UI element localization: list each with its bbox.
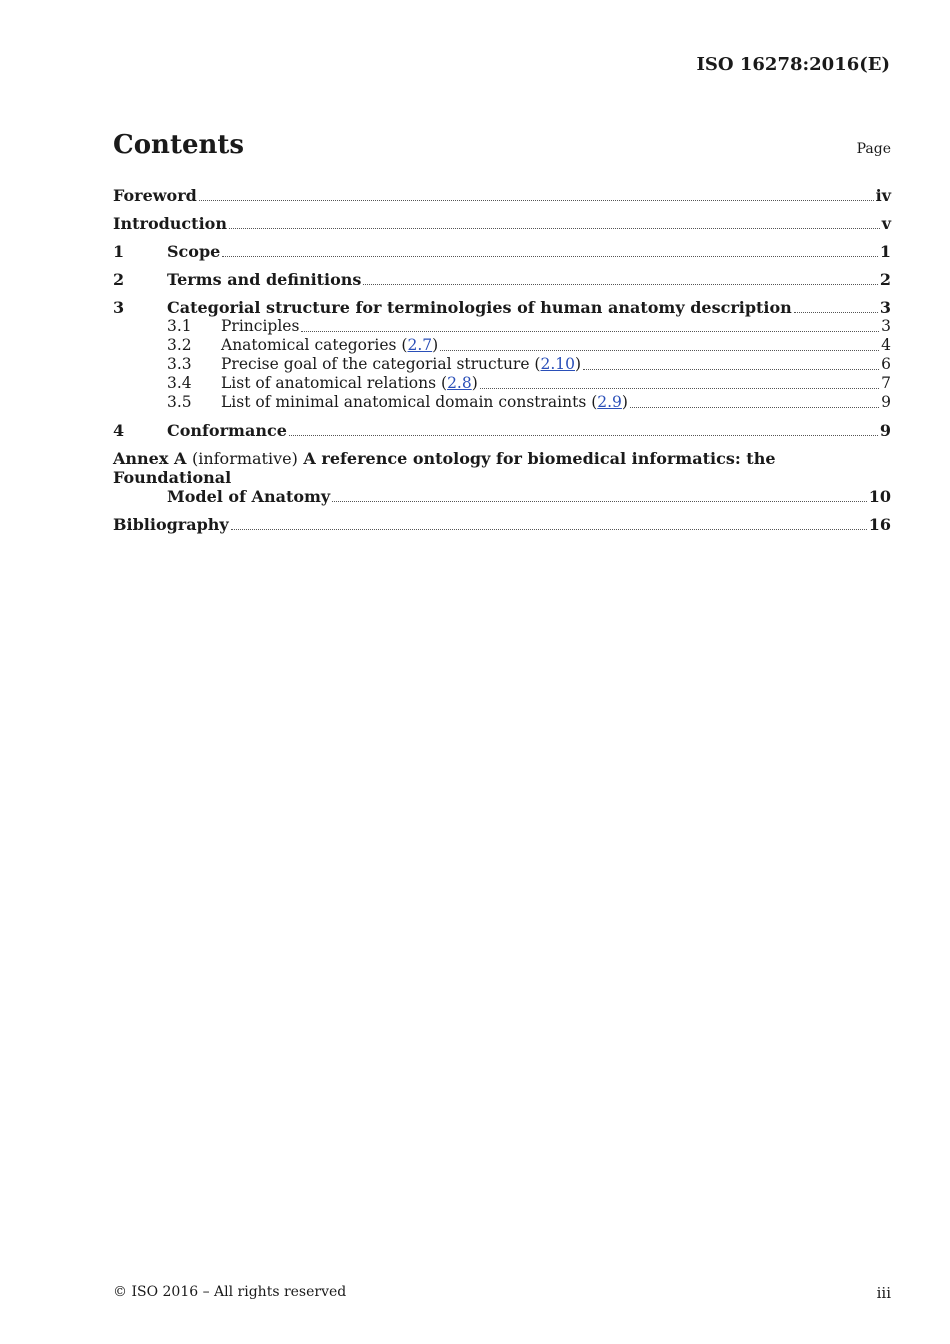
toc-title: Terms and definitions xyxy=(167,270,362,289)
toc-entry-domain-constraints[interactable] xyxy=(113,393,891,412)
document-id: ISO 16278:2016(E) xyxy=(696,54,890,75)
toc-entry-terms[interactable] xyxy=(113,270,891,289)
toc-page: v xyxy=(881,214,891,233)
toc-entry-precise-goal[interactable] xyxy=(113,355,891,374)
toc-page: 3 xyxy=(881,317,891,335)
toc-entry-categorial-structure[interactable] xyxy=(113,298,891,317)
toc-title: Categorial structure for terminologies of human anatomy description xyxy=(167,298,792,317)
toc-title: Principles xyxy=(221,317,300,335)
toc-title: List of minimal anatomical domain constraints (2.9) xyxy=(221,393,628,411)
toc-page: 4 xyxy=(881,336,891,354)
toc-entry-anatomical-relations[interactable] xyxy=(113,374,891,393)
toc-page: 10 xyxy=(868,487,891,506)
annex-title-line1: A reference ontology for biomedical informatics: the Foundational xyxy=(113,449,776,487)
cross-reference-link[interactable]: 2.10 xyxy=(540,355,575,373)
toc-title: Precise goal of the categorial structure (2.10) xyxy=(221,355,582,373)
dot-leader xyxy=(630,407,879,408)
dot-leader xyxy=(229,228,880,229)
dot-leader xyxy=(480,388,879,389)
toc-entry-annex-a[interactable] xyxy=(113,449,891,506)
dot-leader xyxy=(583,369,879,370)
dot-leader xyxy=(794,312,878,313)
toc-page: 7 xyxy=(881,374,891,392)
dot-leader xyxy=(332,501,867,502)
toc-entry-foreword[interactable] xyxy=(113,186,891,205)
cross-reference-link[interactable]: 2.9 xyxy=(597,393,622,411)
annex-kind: (informative) xyxy=(191,449,298,468)
dot-leader xyxy=(289,435,878,436)
toc-title: Foreword xyxy=(113,186,197,205)
dot-leader xyxy=(199,200,874,201)
toc-page: 16 xyxy=(868,515,891,534)
dot-leader xyxy=(363,284,877,285)
toc-number: 3.3 xyxy=(167,355,192,373)
toc-title: Introduction xyxy=(113,214,227,233)
toc-page: 2 xyxy=(879,270,891,289)
dot-leader xyxy=(301,331,879,332)
toc-title: Bibliography xyxy=(113,515,229,534)
toc-number: 3.4 xyxy=(167,374,192,392)
annex-label: Annex A xyxy=(113,449,187,468)
toc-entry-scope[interactable] xyxy=(113,242,891,261)
contents-title: Contents xyxy=(113,130,245,160)
toc-number: 2 xyxy=(113,270,125,289)
toc-entry-principles[interactable] xyxy=(113,317,891,336)
copyright-notice: © ISO 2016 – All rights reserved xyxy=(113,1284,347,1300)
dot-leader xyxy=(440,350,879,351)
toc-page: iv xyxy=(875,186,891,205)
toc-page: 9 xyxy=(881,393,891,411)
cross-reference-link[interactable]: 2.8 xyxy=(447,374,472,392)
page-footer xyxy=(113,1284,891,1302)
toc-page: 9 xyxy=(879,421,891,440)
dot-leader xyxy=(231,529,867,530)
toc-number: 1 xyxy=(113,242,125,261)
toc-title: List of anatomical relations (2.8) xyxy=(221,374,478,392)
toc-number: 3.2 xyxy=(167,336,192,354)
toc-number: 3.5 xyxy=(167,393,192,411)
toc-page: 1 xyxy=(879,242,891,261)
page-column-label: Page xyxy=(856,141,891,157)
contents-header xyxy=(113,130,891,160)
toc-number: 3.1 xyxy=(167,317,192,335)
toc-title: Scope xyxy=(167,242,221,261)
toc-title: Conformance xyxy=(167,421,287,440)
dot-leader xyxy=(222,256,878,257)
table-of-contents xyxy=(113,186,891,534)
toc-title: Anatomical categories (2.7) xyxy=(221,336,439,354)
page-number: iii xyxy=(876,1284,891,1302)
toc-number: 3 xyxy=(113,298,125,317)
toc-page: 6 xyxy=(881,355,891,373)
cross-reference-link[interactable]: 2.7 xyxy=(407,336,433,354)
toc-entry-conformance[interactable] xyxy=(113,421,891,440)
toc-entry-bibliography[interactable] xyxy=(113,515,891,534)
toc-page: 3 xyxy=(879,298,891,317)
toc-entry-anatomical-categories[interactable] xyxy=(113,336,891,355)
toc-entry-introduction[interactable] xyxy=(113,214,891,233)
annex-title-line2: Model of Anatomy xyxy=(167,487,331,506)
toc-number: 4 xyxy=(113,421,125,440)
